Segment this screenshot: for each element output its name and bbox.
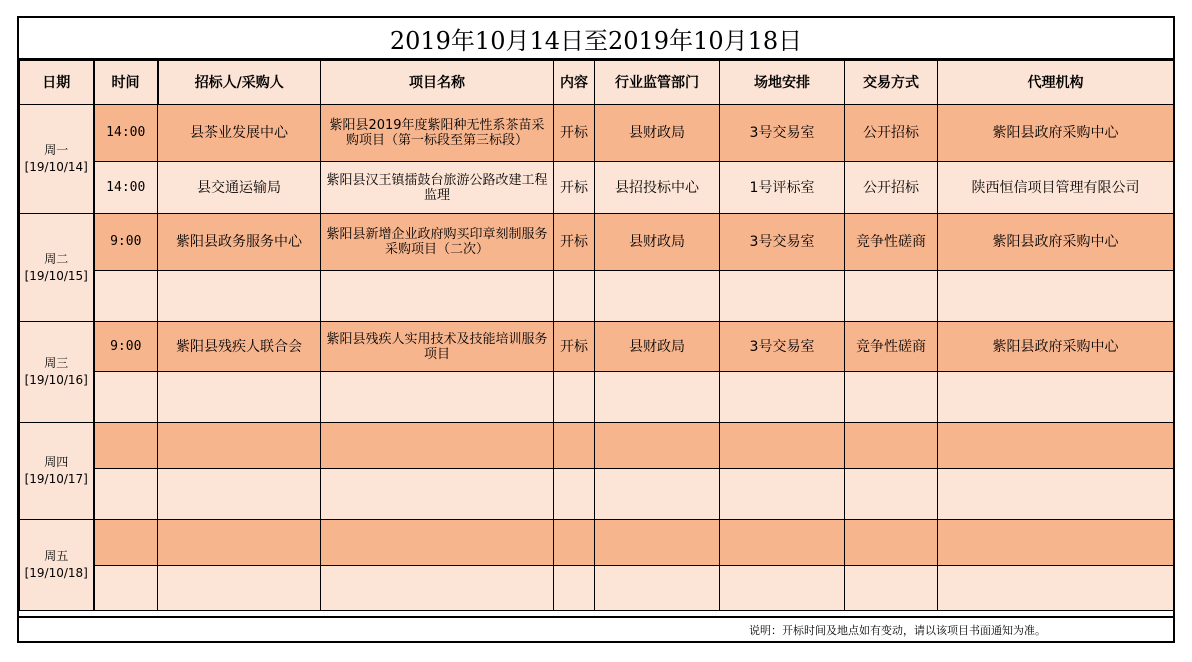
cell-supervisor: 县财政局 [595, 322, 720, 372]
day-cell [20, 214, 94, 322]
cell-agency [938, 520, 1174, 566]
cell-project [321, 271, 554, 322]
cell-agency [938, 372, 1174, 423]
header-row [20, 61, 1174, 105]
table-row [20, 372, 1174, 423]
cell-supervisor [595, 469, 720, 520]
cell-method: 公开招标 [845, 162, 938, 214]
cell-content [554, 423, 595, 469]
cell-project: 紫阳县2019年度紫阳种无性系茶苗采购项目（第一标段至第三标段） [321, 105, 554, 162]
cell-method [845, 469, 938, 520]
cell-method [845, 271, 938, 322]
day-date: [19/10/16] [24, 373, 88, 387]
cell-content [554, 372, 595, 423]
cell-venue [720, 566, 845, 611]
header-date: 日期 [20, 61, 94, 105]
cell-purchaser [158, 566, 321, 611]
cell-project [321, 372, 554, 423]
cell-time [94, 566, 158, 611]
day-label: 周一 [44, 143, 69, 157]
cell-method [845, 520, 938, 566]
cell-method [845, 372, 938, 423]
header-method: 交易方式 [845, 61, 938, 105]
schedule-title: 2019年10月14日至2019年10月18日 [19, 18, 1173, 60]
cell-supervisor: 县财政局 [595, 214, 720, 271]
cell-content: 开标 [554, 105, 595, 162]
cell-content: 开标 [554, 214, 595, 271]
cell-agency [938, 271, 1174, 322]
cell-venue [720, 520, 845, 566]
table-row [20, 520, 1174, 566]
cell-method: 竞争性磋商 [845, 322, 938, 372]
cell-content [554, 520, 595, 566]
cell-supervisor [595, 520, 720, 566]
cell-purchaser: 紫阳县残疾人联合会 [158, 322, 321, 372]
cell-agency: 紫阳县政府采购中心 [938, 322, 1174, 372]
cell-purchaser: 县茶业发展中心 [158, 105, 321, 162]
footnote: 说明：开标时间及地点如有变动，请以该项目书面通知为准。 [749, 623, 1046, 637]
day-cell [20, 322, 94, 423]
cell-content [554, 566, 595, 611]
cell-purchaser: 县交通运输局 [158, 162, 321, 214]
header-purchaser: 招标人/采购人 [158, 61, 321, 105]
schedule-table [19, 60, 1174, 611]
cell-method: 公开招标 [845, 105, 938, 162]
table-row [20, 162, 1174, 214]
cell-time: 9:00 [94, 214, 158, 271]
cell-project [321, 469, 554, 520]
cell-time: 14:00 [94, 105, 158, 162]
table-row [20, 469, 1174, 520]
cell-content [554, 469, 595, 520]
table-row [20, 322, 1174, 372]
table-row [20, 566, 1174, 611]
cell-project [321, 520, 554, 566]
cell-supervisor: 县招投标中心 [595, 162, 720, 214]
cell-project: 紫阳县汉王镇擂鼓台旅游公路改建工程监理 [321, 162, 554, 214]
cell-venue: 3号交易室 [720, 105, 845, 162]
cell-agency: 紫阳县政府采购中心 [938, 214, 1174, 271]
cell-method: 竞争性磋商 [845, 214, 938, 271]
cell-time: 14:00 [94, 162, 158, 214]
cell-agency [938, 469, 1174, 520]
cell-time [94, 469, 158, 520]
day-label: 周四 [44, 455, 69, 469]
cell-agency: 陕西恒信项目管理有限公司 [938, 162, 1174, 214]
cell-time: 9:00 [94, 322, 158, 372]
cell-project [321, 566, 554, 611]
cell-purchaser [158, 372, 321, 423]
cell-purchaser [158, 423, 321, 469]
schedule-sheet [17, 16, 1175, 643]
table-row [20, 214, 1174, 271]
cell-method [845, 423, 938, 469]
cell-purchaser [158, 271, 321, 322]
day-cell [20, 520, 94, 611]
day-date: [19/10/18] [24, 566, 88, 580]
header-content: 内容 [554, 61, 595, 105]
cell-time [94, 423, 158, 469]
cell-time [94, 520, 158, 566]
day-cell [20, 423, 94, 520]
day-label: 周三 [44, 356, 69, 370]
cell-project: 紫阳县新增企业政府购买印章刻制服务采购项目（二次） [321, 214, 554, 271]
day-label: 周二 [44, 251, 69, 266]
cell-agency [938, 423, 1174, 469]
day-date: [19/10/15] [24, 268, 88, 283]
cell-venue [720, 423, 845, 469]
cell-venue [720, 271, 845, 322]
cell-venue: 3号交易室 [720, 214, 845, 271]
cell-supervisor [595, 372, 720, 423]
cell-venue: 3号交易室 [720, 322, 845, 372]
header-project: 项目名称 [321, 61, 554, 105]
cell-method [845, 566, 938, 611]
cell-supervisor [595, 271, 720, 322]
cell-project: 紫阳县残疾人实用技术及技能培训服务项目 [321, 322, 554, 372]
table-row [20, 271, 1174, 322]
table-row [20, 105, 1174, 162]
cell-content: 开标 [554, 162, 595, 214]
header-agency: 代理机构 [938, 61, 1174, 105]
cell-supervisor [595, 566, 720, 611]
day-date: [19/10/17] [24, 472, 88, 486]
cell-time [94, 372, 158, 423]
cell-content [554, 271, 595, 322]
cell-content: 开标 [554, 322, 595, 372]
cell-time [94, 271, 158, 322]
cell-project [321, 423, 554, 469]
cell-venue [720, 372, 845, 423]
day-date: [19/10/14] [24, 160, 88, 174]
cell-venue [720, 469, 845, 520]
cell-purchaser: 紫阳县政务服务中心 [158, 214, 321, 271]
cell-venue: 1号评标室 [720, 162, 845, 214]
header-venue: 场地安排 [720, 61, 845, 105]
cell-supervisor: 县财政局 [595, 105, 720, 162]
cell-supervisor [595, 423, 720, 469]
day-cell [20, 105, 94, 214]
header-supervisor: 行业监管部门 [595, 61, 720, 105]
header-time: 时间 [94, 61, 158, 105]
note-row [19, 616, 1173, 641]
cell-purchaser [158, 469, 321, 520]
cell-agency: 紫阳县政府采购中心 [938, 105, 1174, 162]
cell-agency [938, 566, 1174, 611]
table-row [20, 423, 1174, 469]
day-label: 周五 [44, 549, 69, 563]
cell-purchaser [158, 520, 321, 566]
